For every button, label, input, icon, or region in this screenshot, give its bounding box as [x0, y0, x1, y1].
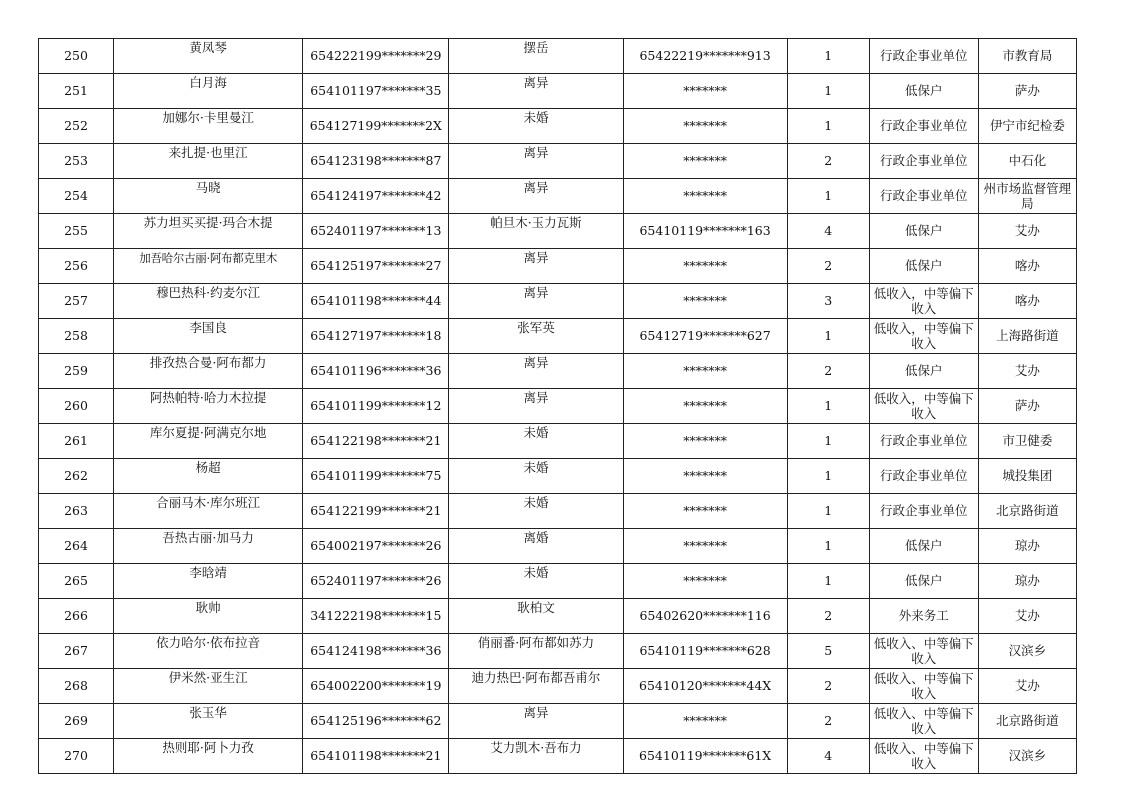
applicant-name-cell: 杨超 [114, 459, 303, 494]
table-row [39, 669, 1077, 704]
work-unit-cell: 上海路街道 [978, 319, 1076, 354]
applicant-id-cell: 654122199*******21 [303, 494, 449, 529]
household-count-cell: 1 [787, 459, 869, 494]
table-row [39, 109, 1077, 144]
spouse-id-cell: ******* [623, 389, 787, 424]
table-row [39, 74, 1077, 109]
spouse-name-cell: 离婚 [449, 529, 623, 564]
table-row [39, 599, 1077, 634]
serial-number-cell: 269 [39, 704, 114, 739]
household-count-cell: 4 [787, 214, 869, 249]
spouse-id-cell: ******* [623, 284, 787, 319]
household-type-cell: 低收入，中等偏下收入 [869, 284, 978, 319]
serial-number-cell: 260 [39, 389, 114, 424]
spouse-name-cell: 摆岳 [449, 39, 623, 74]
household-type-cell: 低保户 [869, 354, 978, 389]
spouse-name-cell: 未婚 [449, 459, 623, 494]
household-type-cell: 行政企事业单位 [869, 109, 978, 144]
applicant-id-cell: 654002197*******26 [303, 529, 449, 564]
work-unit-cell: 市卫健委 [978, 424, 1076, 459]
work-unit-cell: 萨办 [978, 74, 1076, 109]
household-count-cell: 1 [787, 389, 869, 424]
spouse-name-cell: 帕旦木·玉力瓦斯 [449, 214, 623, 249]
applicant-name-cell: 耿帅 [114, 599, 303, 634]
applicant-id-cell: 654127197*******18 [303, 319, 449, 354]
serial-number-cell: 252 [39, 109, 114, 144]
table-row [39, 704, 1077, 739]
applicant-id-cell: 654101198*******21 [303, 739, 449, 774]
spouse-id-cell: ******* [623, 354, 787, 389]
household-count-cell: 2 [787, 249, 869, 284]
household-count-cell: 1 [787, 39, 869, 74]
spouse-name-cell: 未婚 [449, 564, 623, 599]
applicant-id-cell: 654125197*******27 [303, 249, 449, 284]
applicant-name-cell: 苏力坦买买提·玛合木提 [114, 214, 303, 249]
spouse-id-cell: ******* [623, 704, 787, 739]
spouse-id-cell: ******* [623, 424, 787, 459]
applicant-name-cell: 吾热古丽·加马力 [114, 529, 303, 564]
household-count-cell: 3 [787, 284, 869, 319]
table-row [39, 564, 1077, 599]
applicant-id-cell: 654124197*******42 [303, 179, 449, 214]
applicant-id-cell: 654125196*******62 [303, 704, 449, 739]
work-unit-cell: 艾办 [978, 599, 1076, 634]
spouse-id-cell: 65410120*******44X [623, 669, 787, 704]
applicant-name-cell: 李晗靖 [114, 564, 303, 599]
work-unit-cell: 琼办 [978, 529, 1076, 564]
serial-number-cell: 261 [39, 424, 114, 459]
spouse-name-cell: 离异 [449, 144, 623, 179]
serial-number-cell: 255 [39, 214, 114, 249]
household-type-cell: 低保户 [869, 214, 978, 249]
work-unit-cell: 州市场监督管理局 [978, 179, 1076, 214]
serial-number-cell: 254 [39, 179, 114, 214]
applicant-id-cell: 654123198*******87 [303, 144, 449, 179]
spouse-name-cell: 俏丽番·阿布都如苏力 [449, 634, 623, 669]
serial-number-cell: 265 [39, 564, 114, 599]
household-type-cell: 行政企事业单位 [869, 424, 978, 459]
serial-number-cell: 264 [39, 529, 114, 564]
table-row [39, 424, 1077, 459]
applicant-name-cell: 白月海 [114, 74, 303, 109]
spouse-id-cell: ******* [623, 179, 787, 214]
spouse-name-cell: 离异 [449, 179, 623, 214]
household-count-cell: 4 [787, 739, 869, 774]
household-count-cell: 1 [787, 109, 869, 144]
spouse-name-cell: 艾力凯木·吾布力 [449, 739, 623, 774]
household-count-cell: 2 [787, 669, 869, 704]
serial-number-cell: 263 [39, 494, 114, 529]
table-row [39, 459, 1077, 494]
household-type-cell: 行政企事业单位 [869, 144, 978, 179]
applicant-name-cell: 加吾哈尔古丽·阿布都克里木 [114, 249, 303, 284]
spouse-id-cell: 65422219*******913 [623, 39, 787, 74]
spouse-name-cell: 未婚 [449, 109, 623, 144]
household-type-cell: 低保户 [869, 564, 978, 599]
household-type-cell: 低收入、中等偏下收入 [869, 739, 978, 774]
table-row [39, 39, 1077, 74]
household-type-cell: 外来务工 [869, 599, 978, 634]
work-unit-cell: 艾办 [978, 669, 1076, 704]
applicant-name-cell: 伊米然·亚生江 [114, 669, 303, 704]
spouse-id-cell: ******* [623, 144, 787, 179]
spouse-id-cell: ******* [623, 494, 787, 529]
spouse-id-cell: 65402620*******116 [623, 599, 787, 634]
spouse-name-cell: 离异 [449, 74, 623, 109]
applicant-id-cell: 652401197*******13 [303, 214, 449, 249]
spouse-name-cell: 耿柏文 [449, 599, 623, 634]
serial-number-cell: 267 [39, 634, 114, 669]
applicant-id-cell: 654101198*******44 [303, 284, 449, 319]
serial-number-cell: 250 [39, 39, 114, 74]
work-unit-cell: 喀办 [978, 249, 1076, 284]
table-row [39, 634, 1077, 669]
spouse-name-cell: 离异 [449, 249, 623, 284]
applicant-name-cell: 阿热帕特·哈力木拉提 [114, 389, 303, 424]
work-unit-cell: 萨办 [978, 389, 1076, 424]
household-type-cell: 低收入、中等偏下收入 [869, 704, 978, 739]
serial-number-cell: 266 [39, 599, 114, 634]
spouse-name-cell: 离异 [449, 704, 623, 739]
table-row [39, 214, 1077, 249]
household-count-cell: 1 [787, 179, 869, 214]
applicant-name-cell: 马晓 [114, 179, 303, 214]
household-type-cell: 行政企事业单位 [869, 179, 978, 214]
table-row [39, 739, 1077, 774]
household-type-cell: 低收入，中等偏下收入 [869, 319, 978, 354]
applicant-id-cell: 654002200*******19 [303, 669, 449, 704]
spouse-name-cell: 离异 [449, 284, 623, 319]
household-type-cell: 行政企事业单位 [869, 459, 978, 494]
applicant-id-cell: 654222199*******29 [303, 39, 449, 74]
household-type-cell: 低保户 [869, 249, 978, 284]
table-row [39, 354, 1077, 389]
table-row [39, 494, 1077, 529]
applicant-name-cell: 合丽马木·库尔班江 [114, 494, 303, 529]
applicant-id-cell: 654101199*******75 [303, 459, 449, 494]
household-type-cell: 行政企事业单位 [869, 39, 978, 74]
work-unit-cell: 艾办 [978, 354, 1076, 389]
work-unit-cell: 琼办 [978, 564, 1076, 599]
household-type-cell: 低保户 [869, 529, 978, 564]
applicant-name-cell: 来扎提·也里江 [114, 144, 303, 179]
spouse-name-cell: 离异 [449, 354, 623, 389]
household-count-cell: 2 [787, 354, 869, 389]
household-count-cell: 1 [787, 319, 869, 354]
serial-number-cell: 270 [39, 739, 114, 774]
household-type-cell: 行政企事业单位 [869, 494, 978, 529]
spouse-id-cell: ******* [623, 529, 787, 564]
spouse-id-cell: ******* [623, 459, 787, 494]
spouse-id-cell: 65410119*******628 [623, 634, 787, 669]
applicant-id-cell: 654101199*******12 [303, 389, 449, 424]
table-row [39, 319, 1077, 354]
work-unit-cell: 汉滨乡 [978, 739, 1076, 774]
household-count-cell: 1 [787, 424, 869, 459]
table-row [39, 249, 1077, 284]
spouse-id-cell: 65410119*******61X [623, 739, 787, 774]
table-row [39, 144, 1077, 179]
applicant-id-cell: 654127199*******2X [303, 109, 449, 144]
applicant-name-cell: 热则耶·阿卜力孜 [114, 739, 303, 774]
work-unit-cell: 汉滨乡 [978, 634, 1076, 669]
applicant-name-cell: 排孜热合曼·阿布都力 [114, 354, 303, 389]
spouse-name-cell: 未婚 [449, 494, 623, 529]
applicant-name-cell: 李国良 [114, 319, 303, 354]
work-unit-cell: 伊宁市纪检委 [978, 109, 1076, 144]
household-count-cell: 1 [787, 564, 869, 599]
applicant-name-cell: 库尔夏提·阿满克尔地 [114, 424, 303, 459]
applicant-id-cell: 652401197*******26 [303, 564, 449, 599]
serial-number-cell: 256 [39, 249, 114, 284]
work-unit-cell: 喀办 [978, 284, 1076, 319]
household-count-cell: 2 [787, 599, 869, 634]
applicant-id-cell: 341222198*******15 [303, 599, 449, 634]
applicant-id-cell: 654122198*******21 [303, 424, 449, 459]
table-row [39, 529, 1077, 564]
applicant-name-cell: 黄凤琴 [114, 39, 303, 74]
serial-number-cell: 262 [39, 459, 114, 494]
serial-number-cell: 251 [39, 74, 114, 109]
applicant-id-cell: 654101197*******35 [303, 74, 449, 109]
household-count-cell: 2 [787, 144, 869, 179]
work-unit-cell: 艾办 [978, 214, 1076, 249]
table-row [39, 179, 1077, 214]
serial-number-cell: 268 [39, 669, 114, 704]
spouse-name-cell: 张军英 [449, 319, 623, 354]
household-count-cell: 1 [787, 74, 869, 109]
applicant-name-cell: 穆巴热科·约麦尔江 [114, 284, 303, 319]
applicant-name-cell: 依力哈尔·依布拉音 [114, 634, 303, 669]
serial-number-cell: 258 [39, 319, 114, 354]
household-type-cell: 低收入，中等偏下收入 [869, 389, 978, 424]
spouse-id-cell: ******* [623, 109, 787, 144]
table-row [39, 284, 1077, 319]
table-row [39, 389, 1077, 424]
spouse-id-cell: ******* [623, 249, 787, 284]
housing-applicant-table [38, 38, 1077, 774]
work-unit-cell: 市教育局 [978, 39, 1076, 74]
spouse-id-cell: ******* [623, 74, 787, 109]
household-count-cell: 2 [787, 704, 869, 739]
spouse-id-cell: 65412719*******627 [623, 319, 787, 354]
spouse-id-cell: 65410119*******163 [623, 214, 787, 249]
household-type-cell: 低收入、中等偏下收入 [869, 669, 978, 704]
household-type-cell: 低保户 [869, 74, 978, 109]
household-count-cell: 5 [787, 634, 869, 669]
spouse-name-cell: 未婚 [449, 424, 623, 459]
household-count-cell: 1 [787, 494, 869, 529]
spouse-name-cell: 迪力热巴·阿布都吾甫尔 [449, 669, 623, 704]
serial-number-cell: 259 [39, 354, 114, 389]
serial-number-cell: 253 [39, 144, 114, 179]
applicant-name-cell: 张玉华 [114, 704, 303, 739]
household-type-cell: 低收入、中等偏下收入 [869, 634, 978, 669]
work-unit-cell: 北京路街道 [978, 704, 1076, 739]
table-body [39, 39, 1077, 774]
applicant-name-cell: 加娜尔·卡里曼江 [114, 109, 303, 144]
applicant-id-cell: 654101196*******36 [303, 354, 449, 389]
applicant-id-cell: 654124198*******36 [303, 634, 449, 669]
spouse-name-cell: 离异 [449, 389, 623, 424]
work-unit-cell: 城投集团 [978, 459, 1076, 494]
work-unit-cell: 中石化 [978, 144, 1076, 179]
serial-number-cell: 257 [39, 284, 114, 319]
work-unit-cell: 北京路街道 [978, 494, 1076, 529]
household-count-cell: 1 [787, 529, 869, 564]
spouse-id-cell: ******* [623, 564, 787, 599]
